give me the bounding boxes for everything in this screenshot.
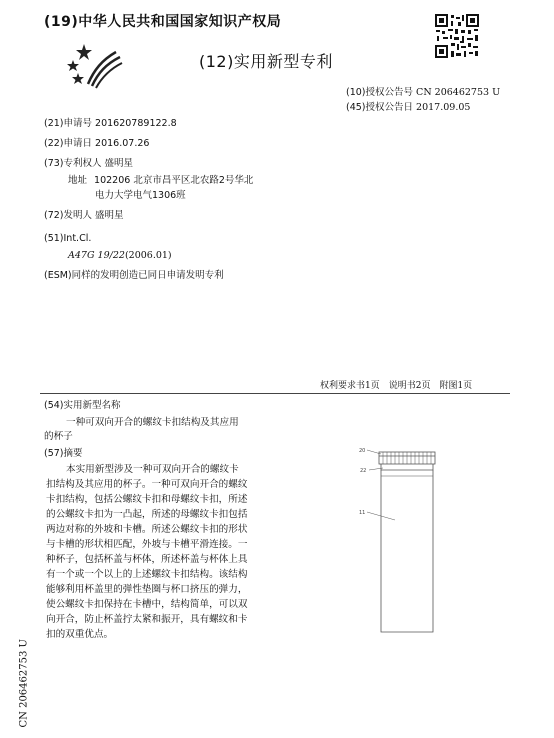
- abstract-line: 本实用新型涉及一种可双向开合的螺纹卡: [66, 464, 239, 475]
- label-11: 11: [359, 510, 366, 516]
- ipc-version: (2006.01): [124, 250, 172, 261]
- abstract-line: 的公螺纹卡扣为一凸起，所述的母螺纹卡扣包括: [46, 509, 248, 520]
- inventor: 盛明星: [95, 210, 124, 221]
- abstract-line: 两边对称的外坡和卡槽。所述公螺纹卡扣的形状: [46, 524, 248, 535]
- application-date: 2016.07.26: [95, 138, 150, 149]
- inventor-label: (72)发明人: [44, 210, 93, 221]
- label-20: 20: [359, 448, 366, 454]
- grant-number-line: [346, 84, 500, 98]
- office-name: (19)中华人民共和国国家知识产权局: [44, 14, 282, 30]
- grant-number: CN 206462753 U: [416, 87, 501, 98]
- patentee-label: (73)专利权人: [44, 158, 102, 169]
- emblem-stars-icon: [64, 40, 124, 90]
- grant-date: 2017.09.05: [416, 102, 471, 113]
- address-text-1: 102206 北京市昌平区北农路2号华北: [94, 175, 254, 186]
- grant-date-line: [346, 99, 470, 113]
- abstract-line: 卡扣结构，包括公螺纹卡扣和母螺纹卡扣，所述: [46, 494, 248, 505]
- grant-date-label: (45)授权公告日: [346, 102, 414, 113]
- patentee: 盛明星: [104, 158, 134, 169]
- abstract-line: 能够利用杯盖里的弹性垫圈与杯口挤压的弹力，: [46, 584, 248, 595]
- abstract-line: 扣结构及其应用的杯子。一种可双向开合的螺纹: [46, 479, 248, 490]
- application-number-line: [44, 118, 177, 130]
- ipc-label: (51)Int.Cl.: [44, 233, 92, 244]
- utility-model-title-line-2: 的杯子: [44, 431, 73, 442]
- abstract-line: 与卡槽的形状相匹配，外坡与卡槽平滑连接。一: [46, 539, 248, 550]
- address-label: 地址: [68, 175, 88, 186]
- application-date-label: (22)申请日: [44, 138, 93, 149]
- side-document-number: CN 206462753 U: [18, 639, 30, 728]
- abstract-line: 使公螺纹卡扣保持在卡槽中，结构简单，可以双: [46, 599, 248, 610]
- patentee-line: [44, 158, 133, 170]
- abstract-line: 扣的双重优点。: [46, 629, 114, 640]
- abstract-line: 向开合，防止杯盖拧太紧和振开，具有螺纹和卡: [46, 614, 248, 625]
- grant-number-label: (10)授权公告号: [346, 87, 414, 98]
- cup-drawing-icon: [355, 440, 465, 640]
- pages-info: 权利要求书1页 说明书2页 附图1页: [320, 381, 473, 391]
- section-divider: [40, 393, 510, 394]
- label-22: 22: [360, 468, 367, 474]
- title-label: (54)实用新型名称: [44, 400, 121, 411]
- application-number-label: (21)申请号: [44, 118, 93, 129]
- address-line-2: 电力大学电气1306班: [95, 190, 186, 201]
- ipc-line: [68, 250, 172, 262]
- document-type: (12)实用新型专利: [199, 52, 333, 71]
- abstract-line: 有一个或一个以上的上述螺纹卡扣结构。该结构: [46, 569, 248, 580]
- ipc-code: A47G 19/22: [68, 250, 125, 261]
- abstract-line: 种杯子，包括杯盖与杯体，所述杯盖与杯体上具: [46, 554, 248, 565]
- inventor-line: [44, 210, 124, 222]
- application-date-line: [44, 138, 149, 150]
- abstract-label: (57)摘要: [44, 448, 83, 459]
- qr-code-icon: [434, 13, 480, 59]
- esm-statement: (ESM)同样的发明创造已同日申请发明专利: [44, 270, 224, 281]
- utility-model-title-line-1: 一种可双向开合的螺纹卡扣结构及其应用: [66, 417, 239, 428]
- application-number: 201620789122.8: [95, 118, 177, 129]
- address-line-1: [68, 175, 253, 187]
